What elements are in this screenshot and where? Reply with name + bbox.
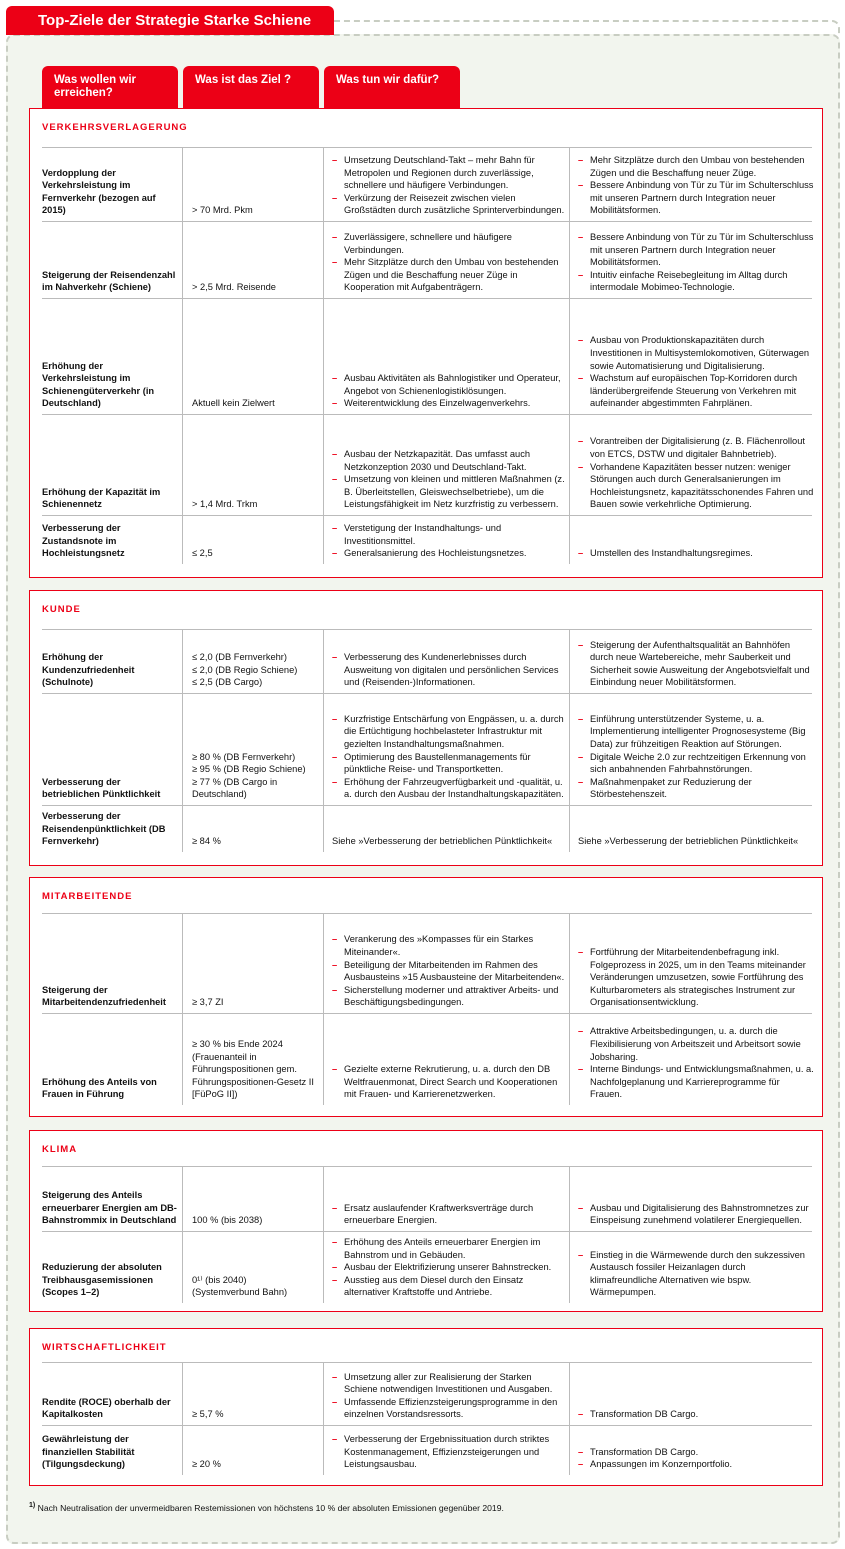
column-divider bbox=[182, 1425, 183, 1475]
further-measures-cell bbox=[578, 713, 814, 801]
table-row bbox=[30, 1013, 824, 1105]
column-divider bbox=[182, 221, 183, 298]
measure-list bbox=[332, 651, 566, 689]
measures-cell bbox=[332, 1063, 566, 1101]
target-cell: ≥ 30 % bis Ende 2024 (Frauenanteil in Führungspositionen gem. Führungspositionen-Gesetz II [FüPoG II]) bbox=[192, 1039, 314, 1100]
goal-cell: Rendite (ROCE) oberhalb der Kapitalkosten bbox=[42, 1396, 171, 1420]
table-row bbox=[30, 221, 824, 298]
measure-list bbox=[578, 334, 814, 410]
target-cell: ≥ 3,7 ZI bbox=[192, 997, 224, 1008]
further-measures-cell bbox=[578, 334, 814, 410]
column-divider bbox=[569, 693, 570, 805]
measure-list bbox=[332, 1202, 566, 1227]
list-item: – Attraktive Arbeitsbedingungen, u. a. durch die Flexibilisierung von Arbeitszeit und Arbeitsort sowie Jobsharing. bbox=[578, 1025, 814, 1063]
column-divider bbox=[182, 1362, 183, 1425]
list-item: – Vorhandene Kapazitäten besser nutzen: weniger Störungen auch durch Generalsanierungen im Hochleistungsnetz, kapazitätsschonendes Fahren und Bauen sowie verkehrliche Optimierung. bbox=[578, 461, 814, 511]
footnote-text: Nach Neutralisation der unvermeidbaren Restemissionen von höchstens 10 % der absoluten Emissionen gegenüber 2019. bbox=[37, 1502, 504, 1513]
row-divider bbox=[42, 1362, 812, 1363]
table-row bbox=[30, 298, 824, 414]
list-item: – Anpassungen im Konzernportfolio. bbox=[578, 1458, 814, 1471]
column-divider bbox=[182, 1166, 183, 1231]
section-title: MITARBEITENDE bbox=[42, 891, 133, 902]
column-divider bbox=[323, 1231, 324, 1303]
measure-list bbox=[332, 448, 566, 511]
column-divider bbox=[323, 298, 324, 414]
further-measures-cell bbox=[578, 435, 814, 511]
page-title: Top-Ziele der Strategie Starke Schiene bbox=[6, 6, 334, 35]
list-item: – Umfassende Effizienzsteigerungsprogramme in den einzelnen Vorstandsressorts. bbox=[332, 1396, 566, 1421]
measures-cell bbox=[332, 933, 566, 1009]
column-divider bbox=[182, 414, 183, 515]
list-item: – Umsetzung aller zur Realisierung der Starken Schiene notwendigen Investitionen und Ausgaben. bbox=[332, 1371, 566, 1396]
measure-list bbox=[332, 522, 566, 560]
list-item: – Ersatz auslaufender Kraftwerksverträge durch erneuerbare Energien. bbox=[332, 1202, 566, 1227]
target-cell: Aktuell kein Zielwert bbox=[192, 398, 275, 409]
measures-cell bbox=[332, 154, 566, 217]
further-measures-cell bbox=[578, 1025, 814, 1101]
column-divider bbox=[323, 1362, 324, 1425]
list-item: – Ausstieg aus dem Diesel durch den Einsatz alternativer Kraftstoffe und Antriebe. bbox=[332, 1274, 566, 1299]
list-item: – Digitale Weiche 2.0 zur rechtzeitigen Erkennung von sich anbahnenden Fahrbahnstörungen. bbox=[578, 751, 814, 776]
list-item: – Gezielte externe Rekrutierung, u. a. durch den DB Weltfrauenmonat, Direct Search und Kooperationen mit Frauen- und Karrierenetzwerken. bbox=[332, 1063, 566, 1101]
column-divider bbox=[569, 147, 570, 221]
measure-list bbox=[578, 1249, 814, 1299]
target-cell: > 1,4 Mrd. Trkm bbox=[192, 499, 258, 510]
row-divider bbox=[42, 1231, 812, 1232]
column-divider bbox=[182, 1231, 183, 1303]
target-cell: ≥ 80 % (DB Fernverkehr) ≥ 95 % (DB Regio Schiene) ≥ 77 % (DB Cargo in Deutschland) bbox=[192, 751, 306, 800]
measure-list bbox=[332, 1433, 566, 1471]
measure-list bbox=[332, 154, 566, 217]
table-row bbox=[30, 147, 824, 221]
goal-cell: Verdopplung der Verkehrsleistung im Fernverkehr (bezogen auf 2015) bbox=[42, 167, 156, 216]
list-item: – Maßnahmenpaket zur Reduzierung der Störbestehenszeit. bbox=[578, 776, 814, 801]
column-divider bbox=[323, 1166, 324, 1231]
list-item: – Verankerung des »Kompasses für ein Starkes Miteinander«. bbox=[332, 933, 566, 958]
row-divider bbox=[42, 221, 812, 222]
column-divider bbox=[323, 515, 324, 564]
measure-list bbox=[578, 1446, 814, 1471]
list-item: – Transformation DB Cargo. bbox=[578, 1408, 814, 1421]
row-divider bbox=[42, 693, 812, 694]
list-item: – Ausbau und Digitalisierung des Bahnstromnetzes zur Einspeisung zunehmend volatilerer Energiequellen. bbox=[578, 1202, 814, 1227]
column-divider bbox=[182, 629, 183, 693]
column-divider bbox=[569, 1166, 570, 1231]
goal-cell: Verbesserung der betrieblichen Pünktlichkeit bbox=[42, 776, 161, 800]
measures-cell bbox=[332, 448, 566, 511]
list-item: – Mehr Sitzplätze durch den Umbau von bestehenden Zügen und die Beschaffung neuer Züge in Kooperation mit Aufgabenträgern. bbox=[332, 256, 566, 294]
row-divider bbox=[42, 515, 812, 516]
further-measures-cell: Siehe »Verbesserung der betrieblichen Pünktlichkeit« bbox=[578, 836, 799, 847]
measures-cell bbox=[332, 713, 566, 801]
column-divider bbox=[323, 221, 324, 298]
column-divider bbox=[323, 693, 324, 805]
column-divider bbox=[182, 913, 183, 1013]
measure-list bbox=[332, 933, 566, 1009]
goal-cell: Erhöhung des Anteils von Frauen in Führung bbox=[42, 1076, 157, 1100]
section-klima bbox=[29, 1130, 823, 1312]
footnote bbox=[29, 1502, 504, 1513]
list-item: – Erhöhung des Anteils erneuerbarer Energien im Bahnstrom und in Gebäuden. bbox=[332, 1236, 566, 1261]
column-divider bbox=[323, 414, 324, 515]
list-item: – Verstetigung der Instandhaltungs- und Investitionsmittel. bbox=[332, 522, 566, 547]
list-item: – Fortführung der Mitarbeitendenbefragung inkl. Folgeprozess in 2025, um in den Teams miteinander Veränderungen umzusetzen, sowie Fortführung des Kulturbarometers als strategisches Instrument zur Organisationsentwicklung. bbox=[578, 946, 814, 1009]
measures-cell bbox=[332, 522, 566, 560]
table-row bbox=[30, 1425, 824, 1475]
measure-list bbox=[578, 154, 814, 217]
list-item: – Einstieg in die Wärmewende durch den sukzessiven Austausch fossiler Heizanlagen durch klimafreundliche Alternativen wie bspw. Wärmepumpen. bbox=[578, 1249, 814, 1299]
row-divider bbox=[42, 1013, 812, 1014]
column-divider bbox=[182, 1013, 183, 1105]
list-item: – Erhöhung der Fahrzeugverfügbarkeit und -qualität, u. a. durch den Ausbau der Instandhaltungskapazitäten. bbox=[332, 776, 566, 801]
list-item: – Mehr Sitzplätze durch den Umbau von bestehenden Zügen und die Beschaffung neuer Züge. bbox=[578, 154, 814, 179]
measure-list bbox=[578, 713, 814, 801]
column-header-target: Was ist das Ziel ? bbox=[183, 66, 319, 108]
list-item: – Verbesserung des Kundenerlebnisses durch Ausweitung von digitalen und persönlichen Services und (Reisenden-)Informationen. bbox=[332, 651, 566, 689]
further-measures-cell bbox=[578, 547, 814, 560]
list-item: – Zuverlässigere, schnellere und häufigere Verbindungen. bbox=[332, 231, 566, 256]
goal-cell: Verbesserung der Reisendenpünktlichkeit (DB Fernverkehr) bbox=[42, 811, 166, 847]
measures-cell bbox=[332, 231, 566, 294]
target-cell: 0¹⁾ (bis 2040) (Systemverbund Bahn) bbox=[192, 1274, 288, 1298]
further-measures-cell bbox=[578, 1446, 814, 1471]
goal-cell: Steigerung des Anteils erneuerbarer Energien am DB-Bahnstrommix in Deutschland bbox=[42, 1190, 177, 1226]
column-divider bbox=[323, 147, 324, 221]
row-divider bbox=[42, 414, 812, 415]
column-divider bbox=[569, 1425, 570, 1475]
measure-list bbox=[578, 1025, 814, 1101]
column-divider bbox=[569, 1231, 570, 1303]
measure-list bbox=[578, 547, 814, 560]
list-item: – Umstellen des Instandhaltungsregimes. bbox=[578, 547, 814, 560]
measure-list bbox=[578, 1202, 814, 1227]
measure-list bbox=[332, 372, 566, 410]
table-row bbox=[30, 805, 824, 852]
table-row bbox=[30, 693, 824, 805]
section-wirtschaftlichkeit bbox=[29, 1328, 823, 1486]
list-item: – Transformation DB Cargo. bbox=[578, 1446, 814, 1459]
measures-cell bbox=[332, 1236, 566, 1299]
measure-list bbox=[578, 1408, 814, 1421]
goal-cell: Erhöhung der Kapazität im Schienennetz bbox=[42, 486, 161, 510]
target-cell: ≤ 2,5 bbox=[192, 548, 213, 559]
column-divider bbox=[569, 1013, 570, 1105]
section-title: KLIMA bbox=[42, 1144, 78, 1155]
list-item: – Ausbau Aktivitäten als Bahnlogistiker und Operateur, Angebot von Schienenlogistiklösungen. bbox=[332, 372, 566, 397]
measure-list bbox=[578, 231, 814, 294]
goal-cell: Verbesserung der Zustandsnote im Hochleistungsnetz bbox=[42, 523, 125, 559]
column-divider bbox=[569, 629, 570, 693]
measure-list bbox=[332, 1236, 566, 1299]
measure-list bbox=[332, 713, 566, 801]
column-divider bbox=[569, 298, 570, 414]
section-verkehrsverlagerung bbox=[29, 108, 823, 578]
column-divider bbox=[323, 805, 324, 852]
row-divider bbox=[42, 629, 812, 630]
column-divider bbox=[569, 913, 570, 1013]
list-item: – Weiterentwicklung des Einzelwagenverkehrs. bbox=[332, 397, 566, 410]
column-divider bbox=[182, 515, 183, 564]
measure-list bbox=[578, 946, 814, 1009]
goal-cell: Steigerung der Reisendenzahl im Nahverkehr (Schiene) bbox=[42, 269, 176, 293]
target-cell: > 2,5 Mrd. Reisende bbox=[192, 282, 276, 293]
list-item: – Kurzfristige Entschärfung von Engpässen, u. a. durch die Ertüchtigung hochbelasteter Infrastruktur mit gezielten Instandhaltungsmaßnahmen. bbox=[332, 713, 566, 751]
row-divider bbox=[42, 298, 812, 299]
further-measures-cell bbox=[578, 1249, 814, 1299]
measure-list bbox=[332, 1371, 566, 1421]
goal-cell: Gewährleistung der finanziellen Stabilität (Tilgungsdeckung) bbox=[42, 1434, 135, 1470]
table-row bbox=[30, 515, 824, 564]
list-item: – Verbesserung der Ergebnissituation durch striktes Kostenmanagement, Effizienzsteigerungen und Leistungsausbau. bbox=[332, 1433, 566, 1471]
list-item: – Bessere Anbindung von Tür zu Tür im Schulterschluss mit unseren Partnern durch Integration neuer Mobilitätsformen. bbox=[578, 179, 814, 217]
list-item: – Umsetzung von kleinen und mittleren Maßnahmen (z. B. Überleitstellen, Gleiswechselbetriebe), um die Leistungsfähigkeit im Netz kurzfristig zu verbessern. bbox=[332, 473, 566, 511]
goal-cell: Steigerung der Mitarbeitendenzufriedenheit bbox=[42, 984, 166, 1008]
list-item: – Sicherstellung moderner und attraktiver Arbeits- und Beschäftigungsbedingungen. bbox=[332, 984, 566, 1009]
list-item: – Optimierung des Baustellenmanagements für pünktliche Reise- und Transportketten. bbox=[332, 751, 566, 776]
section-title: KUNDE bbox=[42, 604, 81, 615]
target-cell: 100 % (bis 2038) bbox=[192, 1215, 263, 1226]
row-divider bbox=[42, 1166, 812, 1167]
table-row bbox=[30, 913, 824, 1013]
measure-list bbox=[332, 231, 566, 294]
measure-list bbox=[578, 639, 814, 689]
list-item: – Einführung unterstützender Systeme, u. a. Implementierung intelligenter Prognosesysteme (Big Data) zur frühzeitigen Reaktion auf Störungen. bbox=[578, 713, 814, 751]
list-item: – Intuitiv einfache Reisebegleitung im Alltag durch intermodale Mobimeo-Technologie. bbox=[578, 269, 814, 294]
table-row bbox=[30, 1166, 824, 1231]
list-item: – Ausbau der Netzkapazität. Das umfasst auch Netzkonzeption 2030 und Deutschland-Takt. bbox=[332, 448, 566, 473]
list-item: – Generalsanierung des Hochleistungsnetzes. bbox=[332, 547, 566, 560]
row-divider bbox=[42, 1425, 812, 1426]
section-kunde bbox=[29, 590, 823, 866]
section-mitarbeitende bbox=[29, 877, 823, 1117]
list-item: – Umsetzung Deutschland-Takt – mehr Bahn für Metropolen und Regionen durch zuverlässige, schnellere und häufigere Verbindungen. bbox=[332, 154, 566, 192]
table-row bbox=[30, 414, 824, 515]
table-row bbox=[30, 1362, 824, 1425]
target-cell: ≤ 2,0 (DB Fernverkehr) ≤ 2,0 (DB Regio Schiene) ≤ 2,5 (DB Cargo) bbox=[192, 652, 298, 688]
section-title: WIRTSCHAFTLICHKEIT bbox=[42, 1342, 167, 1353]
target-cell: ≥ 20 % bbox=[192, 1459, 221, 1470]
measures-cell: Siehe »Verbesserung der betrieblichen Pünktlichkeit« bbox=[332, 836, 553, 847]
row-divider bbox=[42, 805, 812, 806]
row-divider bbox=[42, 913, 812, 914]
column-divider bbox=[569, 805, 570, 852]
table-row bbox=[30, 629, 824, 693]
further-measures-cell bbox=[578, 1202, 814, 1227]
column-divider bbox=[323, 629, 324, 693]
column-divider bbox=[182, 693, 183, 805]
measures-cell bbox=[332, 372, 566, 410]
column-header-goal: Was wollen wir erreichen? bbox=[42, 66, 178, 108]
table-row bbox=[30, 1231, 824, 1303]
further-measures-cell bbox=[578, 946, 814, 1009]
list-item: – Wachstum auf europäischen Top-Korridoren durch länderübergreifende Steuerung von Verkehren mit aufeinander abgestimmten Fahrplänen. bbox=[578, 372, 814, 410]
measures-cell bbox=[332, 651, 566, 689]
list-item: – Ausbau von Produktionskapazitäten durch Investitionen in Multisystemlokomotiven, Güterwagen sowie Automatisierung und Digitalisierung. bbox=[578, 334, 814, 372]
column-divider bbox=[182, 147, 183, 221]
section-title: VERKEHRSVERLAGERUNG bbox=[42, 122, 188, 133]
row-divider bbox=[42, 147, 812, 148]
column-divider bbox=[569, 515, 570, 564]
further-measures-cell bbox=[578, 1408, 814, 1421]
column-divider bbox=[182, 298, 183, 414]
list-item: – Bessere Anbindung von Tür zu Tür im Schulterschluss mit unseren Partnern durch Integration neuer Mobilitätsformen. bbox=[578, 231, 814, 269]
target-cell: ≥ 5,7 % bbox=[192, 1409, 224, 1420]
list-item: – Ausbau der Elektrifizierung unserer Bahnstrecken. bbox=[332, 1261, 566, 1274]
measure-list bbox=[332, 1063, 566, 1101]
goal-cell: Reduzierung der absoluten Treibhausgasemissionen (Scopes 1–2) bbox=[42, 1262, 162, 1298]
further-measures-cell bbox=[578, 154, 814, 217]
column-divider bbox=[569, 414, 570, 515]
further-measures-cell bbox=[578, 639, 814, 689]
column-divider bbox=[323, 1013, 324, 1105]
measures-cell bbox=[332, 1433, 566, 1471]
column-header-actions: Was tun wir dafür? bbox=[324, 66, 460, 108]
measures-cell bbox=[332, 1202, 566, 1227]
column-divider bbox=[569, 221, 570, 298]
goal-cell: Erhöhung der Kundenzufriedenheit (Schulnote) bbox=[42, 652, 135, 688]
column-divider bbox=[569, 1362, 570, 1425]
target-cell: ≥ 84 % bbox=[192, 836, 221, 847]
column-divider bbox=[182, 805, 183, 852]
target-cell: > 70 Mrd. Pkm bbox=[192, 205, 253, 216]
list-item: – Interne Bindungs- und Entwicklungsmaßnahmen, u. a. Nachfolgeplanung und Karriereprogramme für Frauen. bbox=[578, 1063, 814, 1101]
measures-cell bbox=[332, 1371, 566, 1421]
list-item: – Steigerung der Aufenthaltsqualität an Bahnhöfen durch neue Wartebereiche, mehr Sauberkeit und Sicherheit sowie Ausweitung der Angebotsvielfalt und Einbindung neuer Mobilitätsformen. bbox=[578, 639, 814, 689]
column-divider bbox=[323, 1425, 324, 1475]
list-item: – Beteiligung der Mitarbeitenden im Rahmen des Ausbausteins »15 Ausbausteine der Mitarbeitenden«. bbox=[332, 959, 566, 984]
further-measures-cell bbox=[578, 231, 814, 294]
list-item: – Verkürzung der Reisezeit zwischen vielen Großstädten durch zusätzliche Sprinterverbindungen. bbox=[332, 192, 566, 217]
list-item: – Vorantreiben der Digitalisierung (z. B. Flächenrollout von ETCS, DSTW und digitaler Bahnbetrieb). bbox=[578, 435, 814, 460]
measure-list bbox=[578, 435, 814, 511]
footnote-marker: 1) bbox=[29, 1502, 36, 1509]
goal-cell: Erhöhung der Verkehrsleistung im Schienengüterverkehr (in Deutschland) bbox=[42, 360, 155, 409]
column-divider bbox=[323, 913, 324, 1013]
